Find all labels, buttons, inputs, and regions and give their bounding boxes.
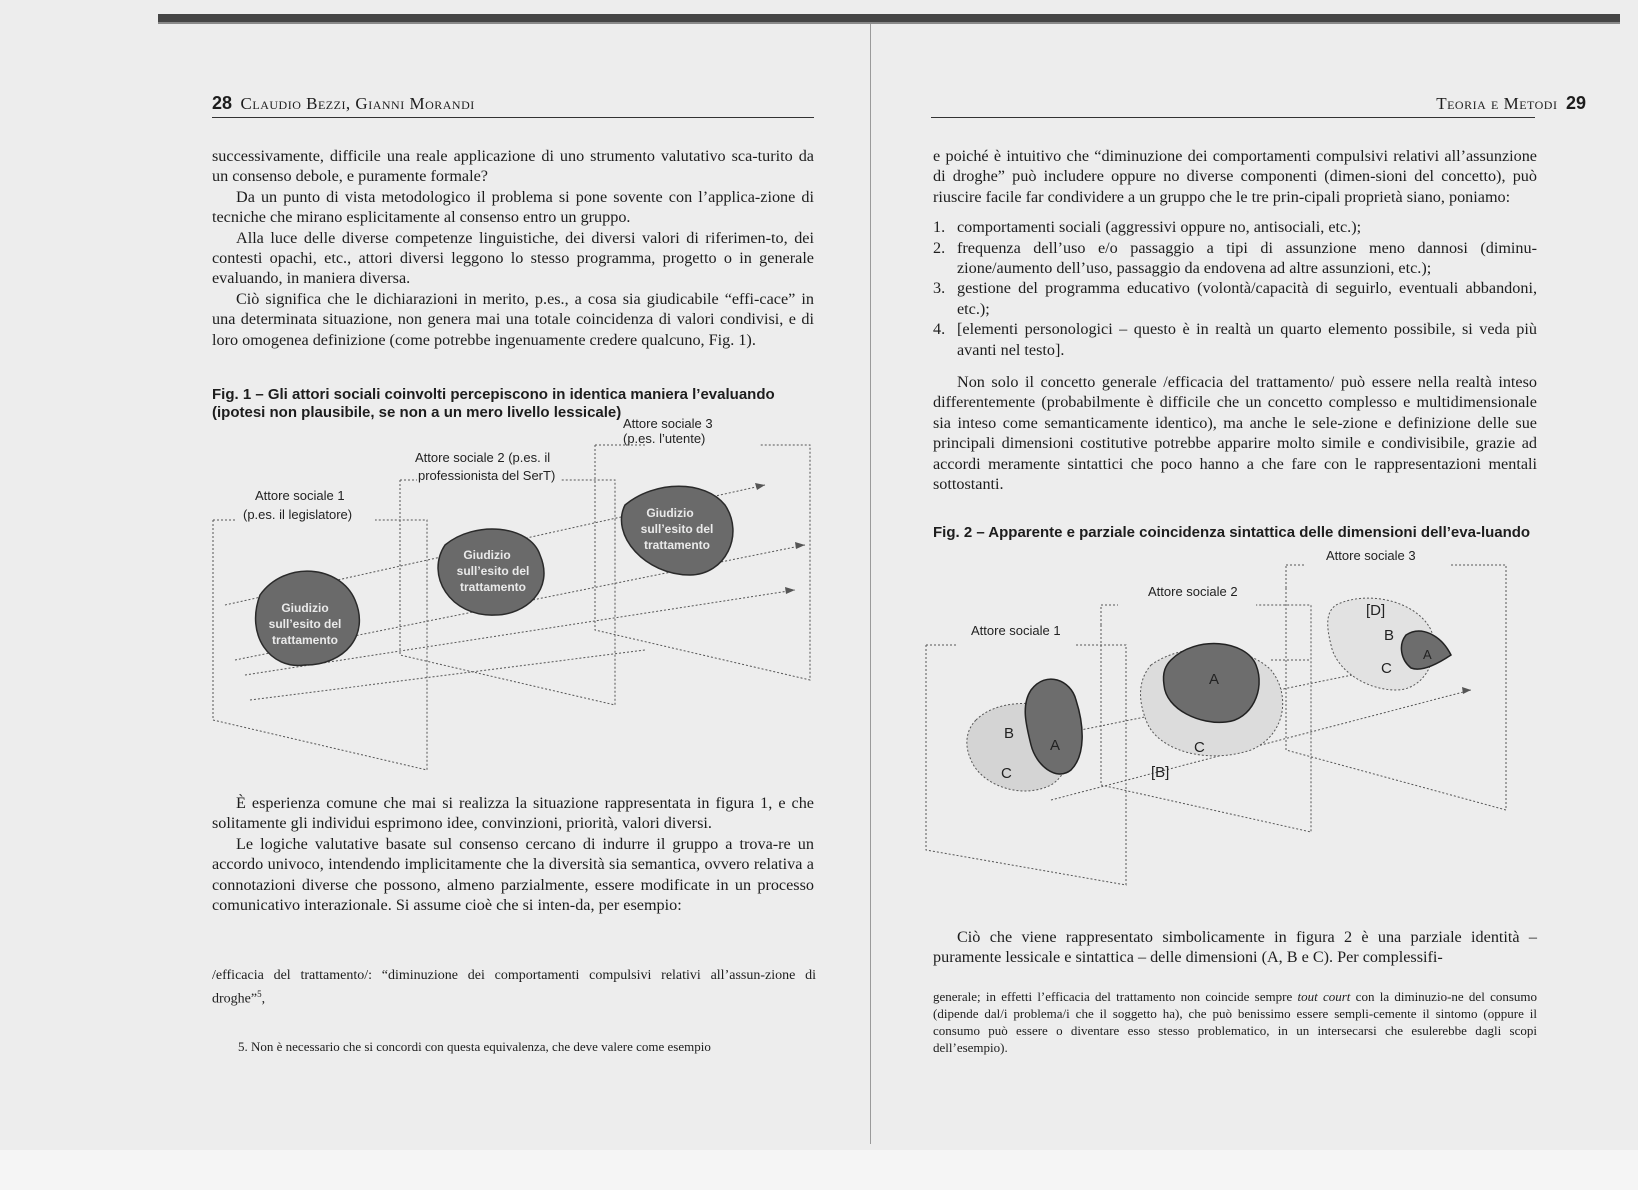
left-authors: Claudio Bezzi, Gianni Morandi — [240, 94, 475, 113]
dimension-list — [933, 217, 1537, 360]
actor-1-example: (p.es. il legislatore) — [243, 507, 353, 522]
footnote-marker: 5 — [257, 989, 262, 999]
left-footnote: 5. Non è necessario che si concordi con questa equivalenza, che deve valere come esempio — [238, 1039, 711, 1054]
paragraph: Da un punto di vista metodologico il problema si pone sovente con l’applica-zione di tecniche che mirano esplicitamente al consenso entro un gruppo. — [212, 187, 814, 227]
list-item — [933, 217, 1537, 237]
fig2-label-b: B — [1384, 627, 1395, 644]
fig2-actor-2-label: Attore sociale 2 — [1148, 584, 1238, 599]
paragraph: Ciò significa che le dichiarazioni in merito, p.es., a cosa sia giudicabile “effi-cace” in una determinata situazione, non genera mai una totale coincidenza di valori condivisi, e di loro omogenea definizione (come potrebbe ingenuamente credere qualcuno, Fig. 1). — [212, 289, 814, 349]
blob-2-label: trattamento — [459, 580, 527, 594]
list-text: [elementi personologici – questo è in realtà un quarto elemento possibile, si veda più avanti nel testo]. — [957, 320, 1537, 359]
quote-text: /efficacia del trattamento/: “diminuzione dei comportamenti compulsivi relativi all’assun-zione di droghe” — [212, 968, 816, 1007]
fig2-label-b: B — [1004, 725, 1015, 742]
fig2-label-a: A — [1050, 737, 1061, 754]
right-body-top — [933, 146, 1537, 495]
figure-1-caption: Fig. 1 – Gli attori sociali coinvolti percepiscono in identica maniera l’evaluando (ipotesi non plausibile, se non a un mero livello lessicale) — [212, 386, 775, 421]
fig2-label-c: C — [1381, 660, 1392, 677]
fig2-label-a: A — [1423, 647, 1432, 662]
left-running-head — [212, 93, 475, 114]
blob-2-label: Giudizio — [463, 548, 511, 562]
right-body-bottom — [933, 927, 1537, 968]
actor-2-label: Attore sociale 2 (p.es. il — [415, 450, 551, 465]
quote-end: , — [261, 991, 266, 1007]
list-number: 2. — [933, 238, 946, 257]
right-page — [871, 0, 1638, 1190]
fig2-actor-1-label: Attore sociale 1 — [971, 623, 1061, 638]
blob-1-label: sull’esito del — [268, 617, 342, 631]
left-body-top — [212, 146, 814, 350]
paragraph: Ciò che viene rappresentato simbolicamente in figura 2 è una parziale identità – puramente lessicale e sintattica – delle dimensioni (A, B e C). Per complessifi- — [933, 928, 1537, 967]
left-head-rule — [212, 117, 814, 118]
figure-2-diagram — [926, 548, 1546, 900]
footnote-text: generale; in effetti l’efficacia del trattamento non coincide sempre — [933, 989, 1298, 1004]
right-page-number: 29 — [1565, 93, 1586, 113]
list-item — [933, 319, 1537, 360]
list-item — [933, 278, 1537, 319]
figure-1-diagram — [205, 416, 825, 785]
paragraph: e poiché è intuitivo che “diminuzione dei comportamenti compulsivi relativi all’assunzione di droghe” può includere oppure no diverse componenti (dimen-sioni del concetto), può riuscire facile far condividere a un gruppo che le tre prin-cipali proprietà siano, poniamo: — [933, 147, 1537, 206]
list-number: 3. — [933, 279, 946, 298]
blob-1-label: Giudizio — [281, 601, 329, 615]
left-page-number: 28 — [212, 93, 233, 113]
fig2-label-c: C — [1001, 765, 1012, 782]
figure-2-caption: Fig. 2 – Apparente e parziale coincidenza sintattica delle dimensioni dell’eva-luando — [933, 524, 1531, 541]
fig2-label-a: A — [1209, 671, 1220, 688]
actor-3-label: Attore sociale 3 — [623, 416, 713, 431]
blob-3-label: sull’esito del — [640, 522, 714, 536]
left-body-bottom — [212, 793, 814, 915]
blob-3-label: trattamento — [643, 538, 711, 552]
right-series-title: Teoria e Metodi — [1436, 94, 1558, 113]
footnote-italic: tout court — [1297, 989, 1351, 1004]
paragraph: successivamente, difficile una reale applicazione di uno strumento valutativo sca-turito da un consenso debole, e puramente formale? — [212, 147, 814, 186]
blob-2-label: sull’esito del — [456, 564, 530, 578]
actor-2-example: professionista del SerT) — [418, 468, 556, 483]
paragraph: Le logiche valutative basate sul consenso cercano di indurre il gruppo a trova-re un accordo univoco, intendendo implicitamente che la diversità sia semantica, ovvero relativa a connotazioni diverse che possono, almeno parzialmente, essere modificate in un processo comunicativo interazionale. Si assume cioè che si inten-da, per esempio: — [212, 834, 814, 915]
right-running-head — [1436, 93, 1586, 114]
list-item — [933, 238, 1537, 279]
blob-3-label: Giudizio — [646, 506, 694, 520]
list-number: 4. — [933, 320, 946, 339]
list-text: frequenza dell’uso e/o passaggio a tipi di assunzione meno dannosi (diminu-zione/aumento dell’uso, passaggio da endovena ad altre assunzioni, etc.); — [957, 238, 1537, 278]
blob-1-label: trattamento — [271, 633, 339, 647]
right-head-rule — [931, 117, 1535, 118]
paragraph: Alla luce delle diverse competenze linguistiche, dei diversi valori di riferimen-to, dei contesti opachi, etc., attori diversi leggono lo stesso programma, progetto o in generale evaluando, in maniera diversa. — [212, 228, 814, 288]
fig2-actor-3-label: Attore sociale 3 — [1326, 548, 1416, 563]
paragraph: Non solo il concetto generale /efficacia del trattamento/ può essere nella realtà inteso differentemente (probabilmente è difficile che un concetto complesso e multidimensionale sia inteso come semanticamente identico), ma anche le sele-zione e definizione delle sue principali dimensioni costitutive potrebbe apparire molto simile e condivisibile, grazie ad accordi meramente sintattici che poco hanno a che fare con le rappresentazioni mentali sottostanti. — [933, 373, 1537, 494]
list-number: 1. — [933, 218, 946, 237]
actor-1-label: Attore sociale 1 — [255, 488, 345, 503]
footnote-text: con la diminuzio-ne del consumo (dipende dal/i problema/i che il soggetto ha), che può benissimo essere sempli-cemente il sintomo (oppure il consumo può essere o diventare esso stesso problematico, in un intersecarsi che esulerebbe dagli scopi dell’esempio). — [933, 989, 1538, 1055]
actor-3-example: (p.es. l’utente) — [623, 431, 706, 446]
paragraph: È esperienza comune che mai si realizza la situazione rappresentata in figura 1, e che solitamente gli individui esprimono idee, convinzioni, priorità, valori diversi. — [212, 794, 814, 833]
right-footnote — [933, 988, 1537, 1056]
fig2-label-d-bracket: [D] — [1366, 602, 1386, 619]
definition-quote — [212, 966, 816, 1009]
fig2-label-b-bracket: [B] — [1151, 764, 1170, 781]
fig2-label-c: C — [1194, 739, 1205, 756]
list-text: comportamenti sociali (aggressivi oppure no, antisociali, etc.); — [957, 218, 1362, 237]
list-text: gestione del programma educativo (volontà/capacità di seguirlo, eventuali abbandoni, etc.); — [957, 279, 1537, 318]
